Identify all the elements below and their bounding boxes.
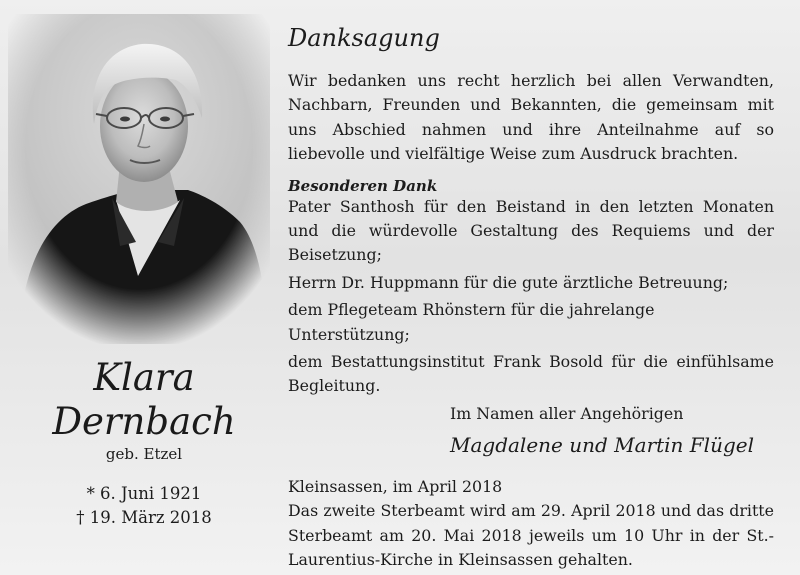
- thanks-item: dem Bestattungsinstitut Frank Bosold für die einfühlsame Begleitung.: [288, 352, 774, 396]
- thanks-item: dem Pflegeteam Rhönstern für die jahrelange Unterstützung;: [288, 300, 655, 344]
- place-date: Kleinsassen, im April 2018: [288, 476, 503, 496]
- thanks-item: Pater Santhosh für den Beistand in den letzten Monaten und die würdevolle Gestaltung des Requiems und der Beisetzung;: [288, 196, 774, 265]
- first-name: Klara: [93, 356, 195, 399]
- birth-name: geb. Etzel: [105, 445, 183, 463]
- service-info: Das zweite Sterbeamt wird am 29. April 2018 und das dritte Sterbeamt am 20. Mai 2018 jeweils um 10 Uhr in der St.-Laurentius-Kirche in Kleinsassen gehalten.: [288, 501, 774, 570]
- thanks-heading: Besonderen Dank: [288, 176, 438, 195]
- intro-paragraph: Wir bedanken uns recht herzlich bei allen Verwandten, Nachbarn, Freunden und Bekannten, die gemeinsam mit uns Abschied nahmen und ihre Anteilnahme auf so liebevolle und vielfältige Weise zum Ausdruck brachten.: [288, 71, 774, 164]
- deceased-name: [16, 356, 272, 444]
- birth-date: * 6. Juni 1921: [86, 484, 202, 503]
- signature-block: [288, 403, 774, 459]
- death-date: † 19. März 2018: [76, 508, 212, 527]
- notice-text: [288, 22, 774, 573]
- portrait-photo: [8, 14, 270, 344]
- on-behalf-line: Im Namen aller Angehörigen: [450, 403, 684, 423]
- notice-heading: Danksagung: [288, 24, 440, 52]
- last-name: Dernbach: [52, 400, 236, 443]
- life-dates: [16, 482, 272, 530]
- signers: Magdalene und Martin Flügel: [450, 432, 754, 457]
- thanks-item: Herrn Dr. Huppmann für die gute ärztliche Betreuung;: [288, 272, 729, 292]
